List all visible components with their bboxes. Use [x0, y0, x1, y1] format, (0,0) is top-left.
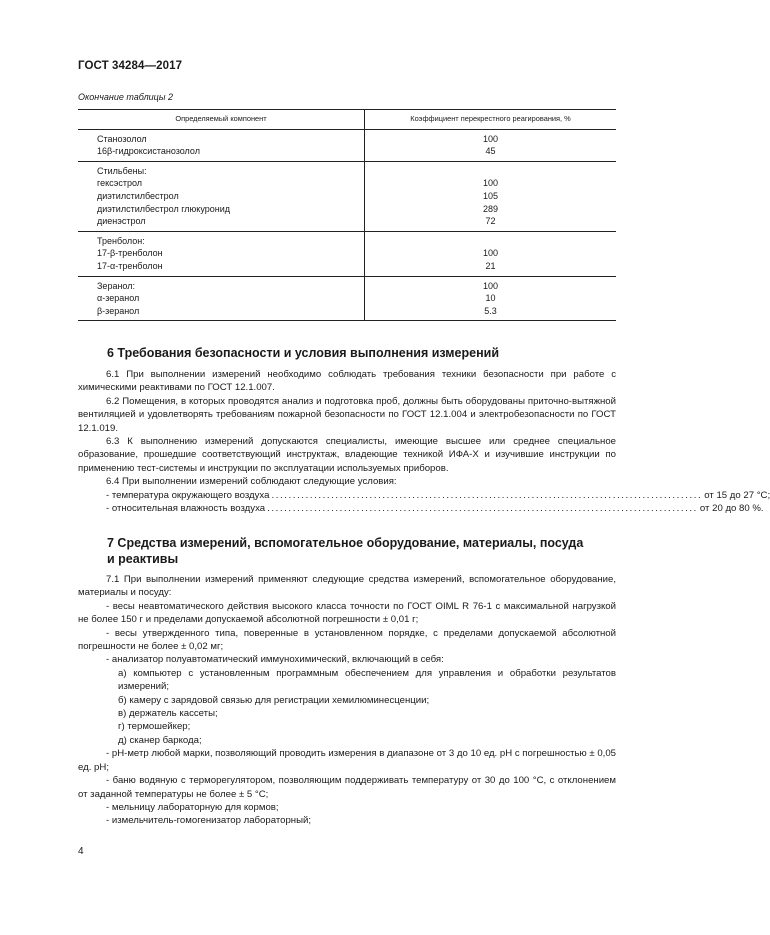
paragraph-6-3: 6.3 К выполнению измерений допускаются специалисты, имеющие высшее или среднее специальное образование, прошедшие соответствующий инструктаж, владеющие техникой ИФА-Х и изучившие инструкции по применению тест-системы и инструкции по эксплуатации используемых приборов.: [78, 436, 616, 474]
coefficient-value: 5.3: [484, 305, 497, 316]
coefficient-value: 100: [482, 178, 499, 189]
section-7-heading: 7 Средства измерений, вспомогательное оборудование, материалы, посуда и реактивы: [107, 536, 584, 566]
condition-label: - относительная влажность воздуха: [106, 503, 266, 515]
section-7-body: [78, 573, 616, 828]
coefficient-value: [365, 235, 616, 248]
component-name: гексэстрол: [97, 178, 143, 189]
component-group-label: Тренболон:: [97, 235, 145, 246]
condition-value: от 15 до 27 °С;: [704, 489, 770, 501]
component-group-label: Зеранол:: [97, 280, 135, 291]
condition-temperature: [78, 489, 770, 502]
table-group: [78, 276, 616, 321]
list-item: - мельницу лабораторную для кормов;: [106, 801, 279, 813]
sub-list-item: г) термошейкер;: [118, 721, 191, 733]
list-item: - баню водяную с терморегулятором, позволяющим поддерживать температуру от 30 до 100 °С, с отклонением от заданной температуры не более ± 5 °С;: [78, 775, 616, 800]
dot-leader: .....................................................................................................: [267, 503, 698, 515]
list-item: - весы утвержденного типа, поверенные в установленном порядке, с пределами допускаемой абсолютной погрешности не более ± 0,02 мг;: [78, 627, 616, 653]
condition-humidity: [78, 502, 764, 515]
coefficient-value: 100: [482, 280, 499, 291]
paragraph-6-4: 6.4 При выполнении измерений соблюдают следующие условия:: [106, 476, 397, 488]
list-item: - измельчитель-гомогенизатор лабораторный;: [106, 815, 312, 827]
sub-list-item: б) камеру с зарядовой связью для регистрации хемилюминесценции;: [118, 694, 430, 706]
coefficient-value: 289: [482, 203, 499, 214]
table-group: [78, 231, 616, 276]
table-group: [78, 161, 616, 231]
coefficient-value: [365, 165, 616, 178]
component-name: диэтилстилбестрол: [97, 190, 179, 201]
coefficient-value: 45: [485, 146, 496, 157]
coefficient-value: 100: [482, 248, 499, 259]
component-name: диенэстрол: [97, 216, 146, 227]
coefficient-value: 100: [482, 133, 499, 144]
table-caption: Окончание таблицы 2: [78, 92, 173, 102]
cross-reactivity-table: [78, 109, 616, 321]
component-name: Станозолол: [97, 133, 147, 144]
condition-value: от 20 до 80 %.: [699, 503, 764, 515]
list-item: - анализатор полуавтоматический иммунохимический, включающий в себя:: [106, 654, 444, 666]
paragraph-6-2: 6.2 Помещения, в которых проводятся анализ и подготовка проб, должны быть оборудованы приточно-вытяжной вентиляцией и удовлетворять требованиям пожарной безопасности по ГОСТ 12.1.004 и электробезопасности по ГОСТ 12.1.019.: [78, 395, 616, 434]
component-name: диэтилстилбестрол глюкуронид: [97, 203, 231, 214]
document-header: ГОСТ 34284—2017: [78, 60, 183, 72]
coefficient-value: 21: [485, 260, 496, 271]
page-number: 4: [78, 846, 84, 857]
component-name: α-зеранол: [97, 293, 140, 304]
coefficient-value: 10: [485, 293, 496, 304]
component-name: β-зеранол: [97, 305, 140, 316]
section-6-body: [78, 368, 770, 515]
coefficient-value: 72: [485, 216, 496, 227]
list-item: - весы неавтоматического действия высокого класса точности по ГОСТ OIML R 76-1 с максимальной нагрузкой не более 150 г и пределами допускаемой абсолютной погрешности ± 0,01 г;: [78, 600, 616, 626]
component-name: 16β-гидроксистанозолол: [97, 146, 200, 157]
component-group-label: Стильбены:: [97, 165, 147, 176]
table-header-coefficient: Коэффициент перекрестного реагирования, %: [365, 110, 617, 130]
sub-list-item: д) сканер баркода;: [118, 734, 202, 746]
coefficient-value: 105: [482, 190, 499, 201]
section-6-heading: 6 Требования безопасности и условия выполнения измерений: [107, 346, 500, 360]
list-item: - рН-метр любой марки, позволяющий проводить измерения в диапазоне от 3 до 10 ед. рН с погрешностью ± 0,05 ед. рН;: [78, 748, 616, 773]
dot-leader: .....................................................................................................: [271, 489, 703, 501]
component-name: 17-β-тренболон: [97, 248, 163, 259]
table-group: [78, 129, 616, 161]
table-header-component: Определяемый компонент: [78, 110, 365, 130]
condition-label: - температура окружающего воздуха: [106, 489, 270, 501]
component-name: 17-α-тренболон: [97, 260, 163, 271]
paragraph-6-1: 6.1 При выполнении измерений необходимо соблюдать требования техники безопасности при работе с химическими реактивами по ГОСТ 12.1.007.: [78, 369, 616, 394]
sub-list-item: в) держатель кассеты;: [118, 708, 218, 720]
paragraph-7-1: 7.1 При выполнении измерений применяют следующие средства измерений, вспомогательное оборудование, материалы и посуду:: [78, 574, 616, 599]
sub-list-item: а) компьютер с установленным программным обеспечением для управления и обработки результатов измерений;: [118, 667, 616, 693]
